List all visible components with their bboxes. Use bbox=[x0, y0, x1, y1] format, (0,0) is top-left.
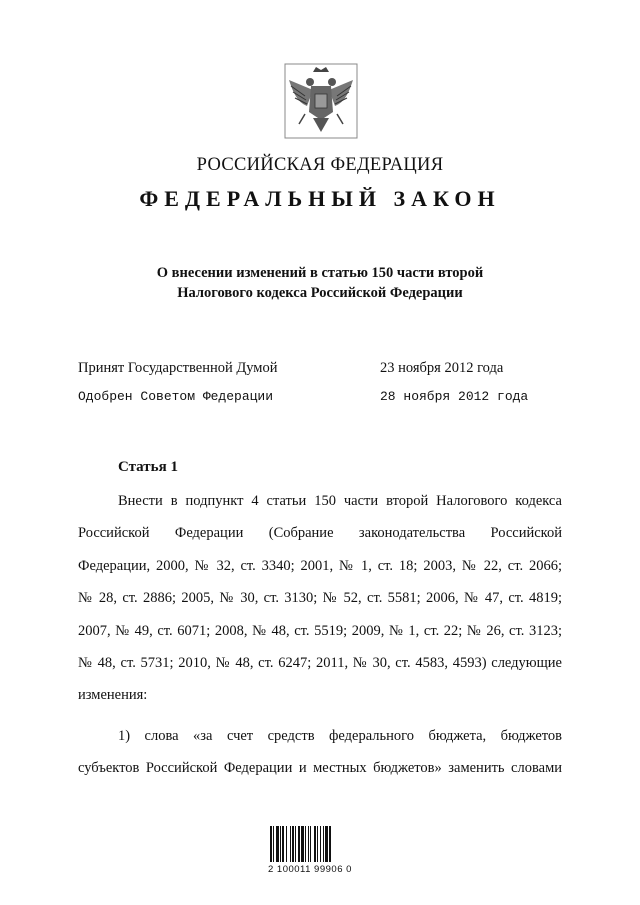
paragraph-line: № 28, ст. 2886; 2005, № 30, ст. 3130; № 52, ст. 5581; 2006, № 47, ст. 4819; bbox=[78, 590, 562, 607]
barcode-bar bbox=[308, 826, 309, 862]
barcode-bar bbox=[292, 826, 294, 862]
barcode-number: 2 100011 99906 0 bbox=[268, 864, 352, 875]
barcode-bar bbox=[290, 826, 291, 862]
barcode-bar bbox=[305, 826, 306, 862]
paragraph-line: Российской Федерации (Собрание законодательства Российской bbox=[78, 525, 562, 542]
law-subject-line-1: О внесении изменений в статью 150 части второй bbox=[156, 265, 484, 281]
duma-adoption-date: 23 ноября 2012 года bbox=[380, 360, 504, 376]
paragraph-line: изменения: bbox=[78, 687, 148, 704]
barcode-bar bbox=[301, 826, 304, 862]
barcode-bar bbox=[320, 826, 321, 862]
barcode-bar bbox=[276, 826, 279, 862]
document-type-title: ФЕДЕРАЛЬНЫЙ ЗАКОН bbox=[139, 186, 501, 211]
country-title: РОССИЙСКАЯ ФЕДЕРАЦИЯ bbox=[196, 155, 444, 175]
paragraph-line: 2007, № 49, ст. 6071; 2008, № 48, ст. 5519; 2009, № 1, ст. 22; № 26, ст. 3123; bbox=[78, 622, 562, 639]
paragraph-line: Внести в подпункт 4 статьи 150 части второй Налогового кодекса bbox=[118, 493, 562, 509]
paragraph-line: № 48, ст. 5731; 2010, № 48, ст. 6247; 2011, № 30, ст. 4583, 4593) следующие bbox=[78, 655, 562, 672]
article-paragraph-2 bbox=[78, 720, 562, 785]
law-subject bbox=[0, 263, 640, 303]
barcode-bar bbox=[310, 826, 311, 862]
article-title: Статья 1 bbox=[118, 459, 178, 475]
paragraph-line: субъектов Российской Федерации и местных бюджетов» заменить словами bbox=[78, 760, 562, 777]
barcode-bar bbox=[273, 826, 274, 862]
barcode-bar bbox=[298, 826, 300, 862]
barcode-bar bbox=[314, 826, 316, 862]
barcode-bar bbox=[282, 826, 284, 862]
barcode-bar bbox=[317, 826, 318, 862]
council-approval-date: 28 ноября 2012 года bbox=[380, 389, 529, 404]
council-approval-label: Одобрен Советом Федерации bbox=[78, 389, 274, 404]
barcode-bar bbox=[280, 826, 281, 862]
paragraph-line: 1) слова «за счет средств федерального бюджета, бюджетов bbox=[118, 728, 562, 744]
barcode bbox=[268, 820, 356, 870]
duma-adoption-label: Принят Государственной Думой bbox=[78, 360, 278, 376]
barcode-bar bbox=[270, 826, 272, 862]
barcode-bar bbox=[325, 826, 328, 862]
barcode-bar bbox=[286, 826, 287, 862]
law-subject-line-2: Налогового кодекса Российской Федерации bbox=[177, 285, 463, 301]
paragraph-line: Федерации, 2000, № 32, ст. 3340; 2001, № 1, ст. 18; 2003, № 22, ст. 2066; bbox=[78, 557, 562, 574]
barcode-bar bbox=[329, 826, 331, 862]
coat-of-arms-icon bbox=[283, 62, 359, 140]
barcode-bar bbox=[323, 826, 324, 862]
article-paragraph-1 bbox=[78, 485, 562, 712]
barcode-bar bbox=[295, 826, 296, 862]
